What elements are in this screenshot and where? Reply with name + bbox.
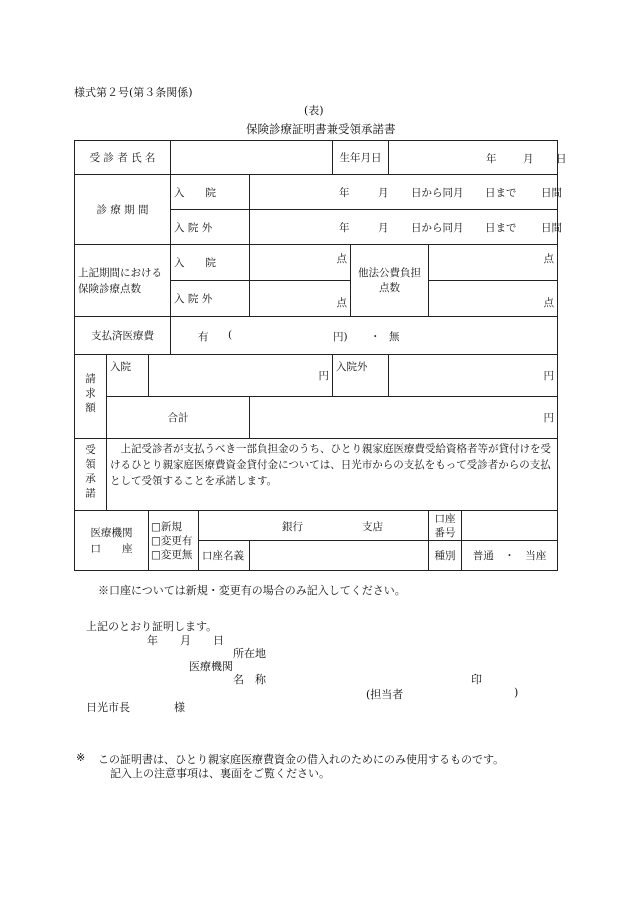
account-holder-label: 口座名義 bbox=[199, 541, 250, 571]
period-out-from: 日から同月 bbox=[411, 222, 464, 234]
dob-field[interactable] bbox=[389, 141, 567, 175]
dob-day: 日 bbox=[556, 152, 567, 165]
points-label: 上記期間における保険診療点数 bbox=[75, 245, 171, 317]
period-label: 診 療 期 間 bbox=[75, 175, 171, 245]
paid-field[interactable] bbox=[171, 317, 558, 355]
claim-outpatient-label: 入院外 bbox=[333, 355, 389, 397]
paid-yes: 有 bbox=[198, 330, 209, 343]
checkbox-new[interactable]: □新規 bbox=[151, 520, 182, 533]
certificate-table bbox=[74, 140, 567, 571]
claim-total-field[interactable] bbox=[250, 397, 558, 439]
public-unit-1: 点 bbox=[543, 253, 555, 265]
claim-total-label: 合計 bbox=[107, 397, 250, 439]
consent-text: 上記受診者が支払うべき一部負担金のうち、ひとり親家庭医療費受給資格者等が貸付けを受けるひとり親家庭医療費資金貸付金については、日光市からの支払をもって受診者からの支払として受領することを承諾します。 bbox=[107, 439, 558, 511]
patient-name-field[interactable] bbox=[171, 141, 333, 175]
certify-date: 年 月 日 bbox=[147, 634, 224, 647]
account-type-label: 種別 bbox=[429, 541, 462, 571]
certify-name: 名 称 bbox=[233, 673, 266, 686]
account-label-1: 医療機関 bbox=[90, 526, 133, 539]
points-outpatient-label: 入 院 外 bbox=[171, 281, 250, 317]
footer-line-1: この証明書は、ひとり親家庭医療費資金の借入れのためにのみ使用するものです。 bbox=[98, 753, 505, 766]
seal-mark: 印 bbox=[471, 673, 482, 686]
consent-label: 受領承諾 bbox=[75, 439, 107, 511]
claim-inpatient-label: 入院 bbox=[107, 355, 149, 397]
points-inpatient-label: 入 院 bbox=[171, 245, 250, 281]
period-out-until: 日まで bbox=[485, 222, 517, 234]
side-label: (表) bbox=[304, 104, 324, 117]
account-label-2: 口 座 bbox=[90, 542, 133, 555]
public-unit-2: 点 bbox=[543, 297, 555, 309]
certify-address: 所在地 bbox=[233, 647, 266, 660]
bank-label: 銀行 bbox=[282, 520, 304, 533]
public-points-label: 他法公費負担点数 bbox=[351, 245, 429, 317]
paid-none: 無 bbox=[389, 330, 400, 343]
account-note: ※口座については新規・変更有の場合のみ記入してください。 bbox=[98, 584, 406, 597]
period-in-until: 日まで bbox=[485, 187, 517, 199]
public-points-field-2[interactable] bbox=[429, 281, 558, 317]
account-number-field[interactable] bbox=[462, 511, 558, 541]
claim-out-yen: 円 bbox=[543, 370, 555, 382]
certify-statement: 上記のとおり証明します。 bbox=[86, 620, 218, 633]
footer-line-2: 記入上の注意事項は、裏面をご覧ください。 bbox=[110, 767, 330, 780]
account-label bbox=[75, 511, 149, 571]
footer-mark: ※ bbox=[76, 751, 86, 764]
paid-dot: ・ bbox=[370, 330, 381, 343]
period-inpatient-field[interactable] bbox=[250, 175, 563, 210]
claim-inpatient-field[interactable] bbox=[149, 355, 333, 397]
claim-label: 請求額 bbox=[75, 355, 107, 439]
certify-institution: 医療機関 bbox=[189, 660, 233, 673]
period-out-days: 日間 bbox=[541, 222, 563, 234]
period-in-days: 日間 bbox=[541, 187, 563, 199]
period-out-year: 年 bbox=[339, 222, 350, 234]
points-in-unit: 点 bbox=[336, 253, 348, 265]
period-in-month: 月 bbox=[378, 187, 389, 199]
period-inpatient-label: 入 院 bbox=[171, 175, 250, 210]
period-in-year: 年 bbox=[339, 187, 350, 199]
addressee: 日光市長 様 bbox=[86, 701, 185, 714]
claim-outpatient-field[interactable] bbox=[389, 355, 558, 397]
contact-person: (担当者 bbox=[366, 688, 404, 701]
contact-close: ) bbox=[514, 686, 519, 699]
paid-yen: 円) bbox=[333, 330, 348, 343]
period-outpatient-field[interactable] bbox=[250, 210, 563, 245]
claim-in-yen: 円 bbox=[318, 370, 330, 382]
branch-label: 支店 bbox=[362, 520, 384, 533]
claim-total-yen: 円 bbox=[543, 412, 555, 424]
paid-open-paren: ( bbox=[228, 328, 233, 341]
public-points-field-1[interactable] bbox=[429, 245, 558, 281]
account-number-label: 口座番号 bbox=[429, 511, 462, 541]
checkbox-unchanged[interactable]: □変更無 bbox=[151, 548, 193, 561]
period-outpatient-label: 入 院 外 bbox=[171, 210, 250, 245]
patient-name-label: 受 診 者 氏 名 bbox=[75, 141, 171, 175]
account-type-options[interactable]: 普通 ・ 当座 bbox=[462, 541, 558, 571]
dob-year: 年 bbox=[486, 152, 497, 165]
checkbox-changed[interactable]: □変更有 bbox=[151, 534, 193, 547]
account-holder-field[interactable] bbox=[250, 541, 429, 571]
points-outpatient-field[interactable] bbox=[250, 281, 351, 317]
period-out-month: 月 bbox=[378, 222, 389, 234]
dob-label: 生年月日 bbox=[333, 141, 389, 175]
points-out-unit: 点 bbox=[336, 297, 348, 309]
paid-label: 支払済医療費 bbox=[75, 317, 171, 355]
bank-field[interactable] bbox=[199, 511, 429, 541]
dob-month: 月 bbox=[523, 152, 534, 165]
account-status bbox=[149, 511, 199, 571]
document-title: 保険診療証明書兼受領承諾書 bbox=[246, 122, 396, 136]
period-in-from: 日から同月 bbox=[411, 187, 464, 199]
points-inpatient-field[interactable] bbox=[250, 245, 351, 281]
form-number: 様式第２号(第３条関係) bbox=[74, 86, 193, 99]
